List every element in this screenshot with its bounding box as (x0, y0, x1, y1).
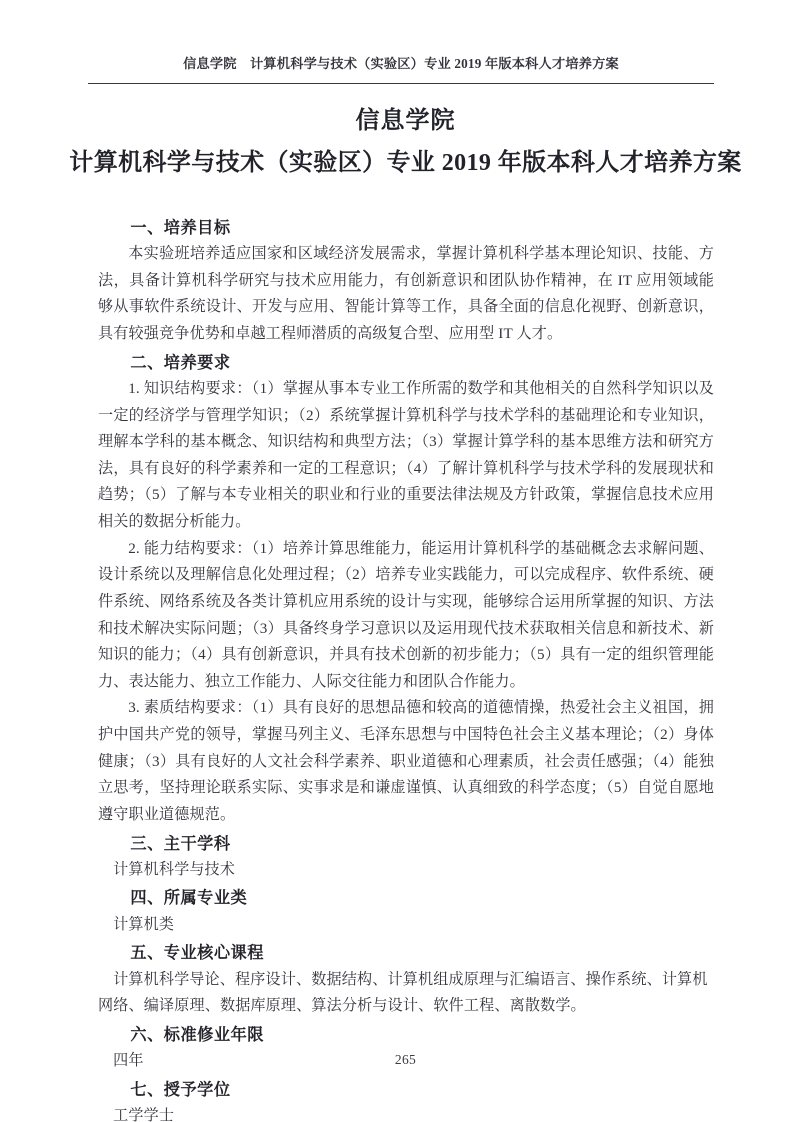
section-7-line-1: 工学学士 (113, 1107, 175, 1122)
section-heading-2: 二、培养要求 (130, 353, 231, 372)
section-heading-3: 三、主干学科 (130, 834, 231, 853)
section-heading-1: 一、培养目标 (130, 219, 231, 237)
section-heading-7: 七、授予学位 (130, 1080, 231, 1099)
section-3-line-1: 计算机科学与技术 (113, 861, 236, 878)
document-title-block (60, 104, 751, 181)
running-header-text: 信息学院 计算机科学与技术（实验区）专业 2019 年版本科人才培养方案 (183, 56, 619, 71)
section-2-paragraph-2: 2. 能力结构要求：（1）培养计算思维能力，能运用计算机科学的基础概念去求解问题、设计系统以及理解信息化处理过程；（2）培养专业实践能力，可以完成程序、软件系统、硬件系统、网络系统及各类计算机应用系统的设计与实现，能够综合运用所掌握的知识、方法和技术解决实际问题；（3）具备终身学习意识以及运用现代技术获取相关信息和新技术、新知识的能力；（4）具有创新意识，并具有技术创新的初步能力；（5）具有一定的组织管理能力、表达能力、独立工作能力、人际交往能力和团队合作能力。 (98, 540, 714, 690)
section-2-paragraph-1: 1. 知识结构要求：（1）掌握从事本专业工作所需的数学和其他相关的自然科学知识以及一定的经济学与管理学知识；（2）系统掌握计算机科学与技术学科的基础理论和专业知识，理解本学科的基本概念、知识结构和典型方法；（3）掌握计算学科的基本思维方法和研究方法，具有良好的科学素养和一定的工程意识；（4）了解计算机科学与技术学科的发展现状和趋势；（5）了解与本专业相关的职业和行业的重要法律法规及方针政策，掌握信息技术应用相关的数据分析能力。 (98, 380, 714, 531)
section-heading-4: 四、所属专业类 (130, 889, 248, 908)
section-heading-5: 五、专业核心课程 (130, 944, 264, 963)
page-number: 265 (394, 1052, 417, 1067)
section-5-paragraph-1: 计算机科学导论、程序设计、数据结构、计算机组成原理与汇编语言、操作系统、计算机网络、编译原理、数据库原理、算法分析与设计、软件工程、离散数学。 (98, 971, 708, 1015)
section-2-paragraph-3: 3. 素质结构要求：（1）具有良好的思想品德和较高的道德情操，热爱社会主义祖国，拥护中国共产党的领导，掌握马列主义、毛泽东思想与中国特色社会主义基本理论；（2）身体健康；（3）具有良好的人文社会科学素养、职业道德和心理素质，社会责任感强；（4）能独立思考，坚持理论联系实际、实事求是和谦虚谨慎、认真细致的科学态度；（5）自觉自愿地遵守职业道德规范。 (98, 700, 714, 823)
section-6-line-1: 四年 (113, 1053, 144, 1070)
section-4-line-1: 计算机类 (113, 916, 175, 933)
document-title-line-1: 信息学院 (355, 108, 456, 134)
header-rule-divider (88, 83, 714, 84)
running-header (88, 56, 714, 73)
document-body (98, 213, 714, 1122)
section-heading-6: 六、标准修业年限 (130, 1025, 264, 1044)
section-1-paragraph-1: 本实验班培养适应国家和区域经济发展需求，掌握计算机科学基本理论知识、技能、方法，具备计算机科学研究与技术应用能力，有创新意识和团队协作精神，在 IT 应用领域能够从事软件系统设计、开发与应用、智能计算等工作，具备全面的信息化视野、创新意识，具有较强竞争优势和卓越工程师潜质的高级复合型、应用型 IT 人才。 (98, 246, 714, 343)
document-title-line-2: 计算机科学与技术（实验区）专业 2019 年版本科人才培养方案 (69, 149, 742, 176)
